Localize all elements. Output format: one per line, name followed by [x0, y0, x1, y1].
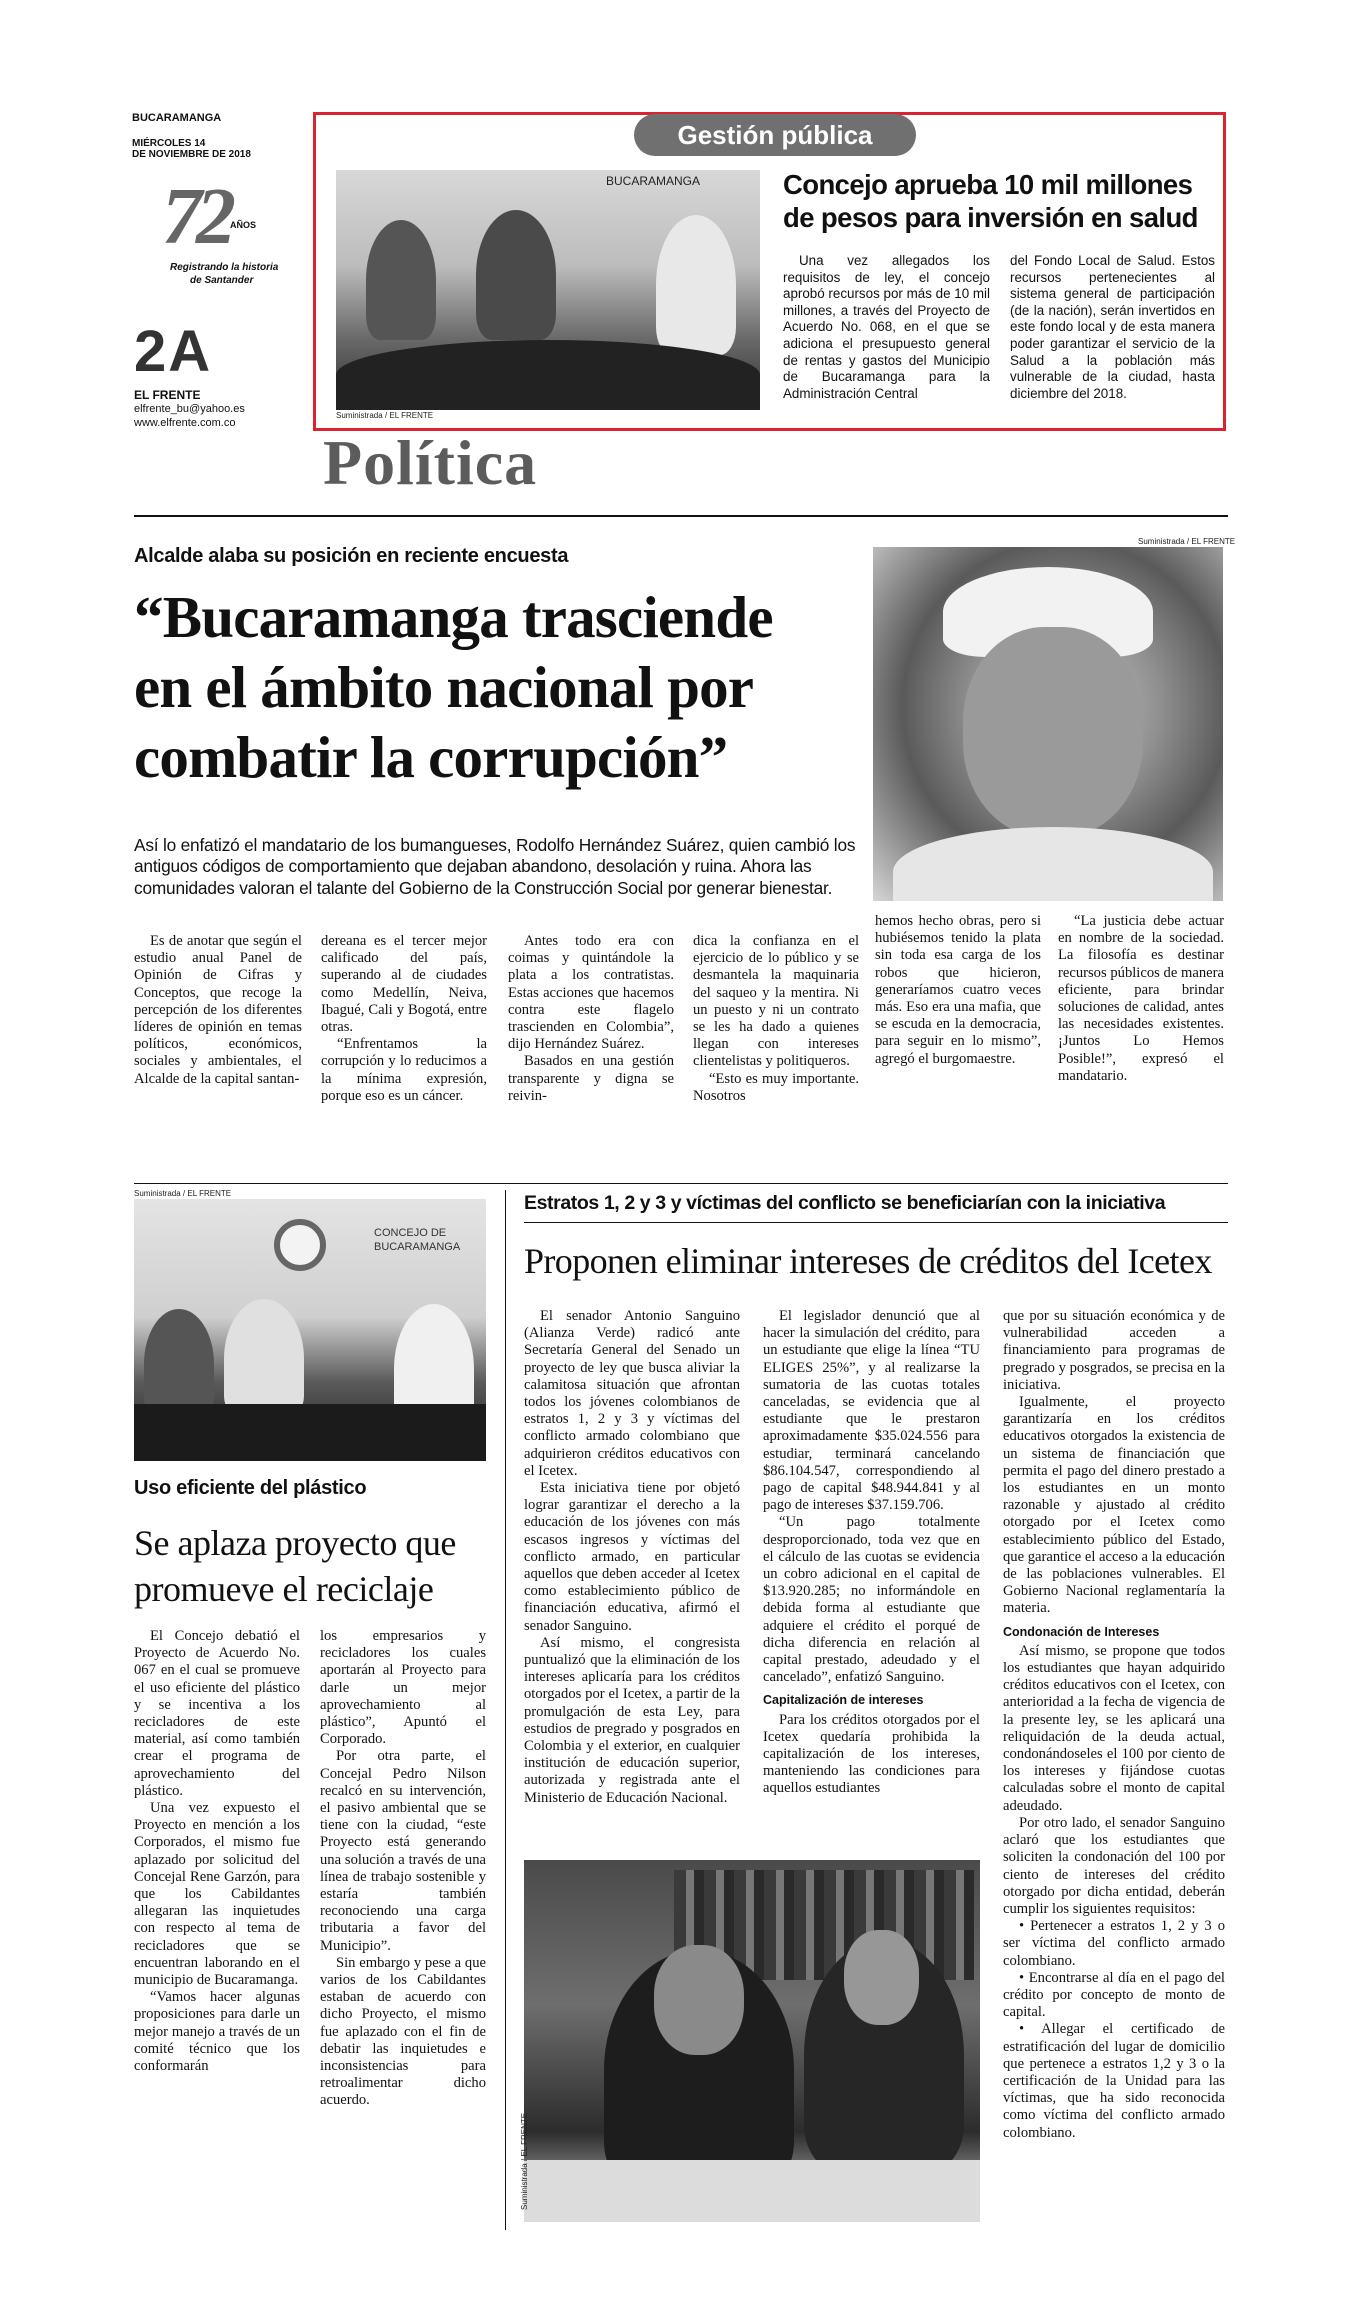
bullet-item: • Allegar el certificado de estratificación del lugar de domicilio que pertenece a estratos 1,2 y 3 o la certificación de la Unidad para las víctimas, que ha sido reconocida como víctima del conflicto armado colombiano.	[1003, 2021, 1225, 2141]
shoulders	[893, 827, 1213, 901]
person-figure	[224, 1299, 304, 1419]
story-divider	[134, 1183, 1228, 1184]
top-body-col1	[783, 253, 990, 402]
paragraph: dereana es el tercer mejor calificado del país, superando al de ciudades como Medellín, Neiva, Ibagué, Cali y Bogotá, entre otras.	[321, 933, 487, 1036]
paragraph: Basados en una gestión transparente y digna se reivin-	[508, 1053, 674, 1104]
paragraph: Es de anotar que según el estudio anual Panel de Opinión de Cifras y Conceptos, que recoge la percepción de los diferentes líderes de opinión en temas políticos, económicos, sociales y ambientales, el Alcalde de la capital santan-	[134, 933, 302, 1087]
vertical-divider	[505, 1190, 506, 2230]
photo-credit: Suministrada / EL FRENTE	[1138, 537, 1236, 546]
plastic-headline-line1: Se aplaza proyecto que	[134, 1523, 456, 1563]
paragraph: “Un pago totalmente desproporcionado, toda vez que en el cálculo de las cuotas se evidencia un cobro adicional en el capital de $13.920.285; no informándole en debida forma al estudiante que adquiere el crédito el porqué de dicha diferencia en relación al capital prestado, adeudado y el cancelado”, enfatizó Sanguino.	[763, 1514, 980, 1686]
page-number: 2A	[134, 319, 213, 384]
plastic-headline	[134, 1520, 494, 1612]
paragraph: hemos hecho obras, pero si hubiésemos tenido la plata sin toda esa carga de los robos que hicieron, generaríamos cuatro veces más. Eso era una mafia, que se escuda en la democracia, para seguir en lo mismo”, agregó el burgomaestre.	[875, 913, 1041, 1067]
subheading: Condonación de Intereses	[1003, 1624, 1160, 1639]
masthead-date-line1: MIÉRCOLES 14	[132, 138, 206, 149]
masthead-contact	[134, 388, 304, 430]
paragraph: del Fondo Local de Salud. Estos recursos pertenecientes al sistema general de participación (de la nación), serán invertidos en este fondo local y de esta manera poder garantizar el servicio de la Salud a la población más vulnerable de la ciudad, hasta diciembre del 2018.	[1010, 253, 1215, 401]
paragraph: El legislador denunció que al hacer la simulación del crédito, para un estudiante que elige la línea “TU ELIGES 25%”, y al realizarse la sumatoria de las cuotas totales canceladas, se evidencia que al estudiante que le prestaron aproximadamente $35.024.556 para estudiar, terminará cancelando $86.104.547, correspondiendo al pago de capital $48.944.841 y al pago de intereses $37.159.706.	[763, 1308, 980, 1514]
paragraph: Así mismo, el congresista puntualizó que la eliminación de los intereses aplicaría para los créditos otorgados por el Icetex, a partir de la promulgación de esta Ley, para estudios de pregrado y posgrados en Colombia y el exterior, en cualquier institución de educación superior, autorizada y registrada ante el Ministerio de Educación Nacional.	[524, 1634, 740, 1806]
main-headline	[134, 582, 874, 792]
table	[524, 2160, 980, 2222]
masthead-city: BUCARAMANGA	[132, 112, 222, 124]
main-col1	[134, 933, 302, 1088]
main-col4	[693, 933, 859, 1105]
section-title: Política	[323, 427, 538, 498]
paragraph: Igualmente, el proyecto garantizaría en los créditos educativos otorgados la existencia de un sistema de financiación que permita el pago del dinero prestado a los estudiantes en un monto razonable y ajustado al crédito otorgado por el Icetex como establecimiento público del Estado, que garantice el acceso a la educación de las poblaciones vulnerables. El Gobierno Nacional reglamentaría la materia.	[1003, 1394, 1226, 1617]
paragraph: Sin embargo y pese a que varios de los Cabildantes estaban de acuerdo con dicho Proyecto, el mismo fue aplazado con el fin de debatir las inquietudes e inconsistencias para retroalimentar dicho acuerdo.	[320, 1954, 486, 2109]
bullet-item: • Encontrarse al día en el pago del crédito por concepto de monto de capital.	[1003, 1969, 1225, 2021]
logo-word: AÑOS	[230, 220, 257, 230]
icetex-kicker: Estratos 1, 2 y 3 y víctimas del conflicto se beneficiarían con la iniciativa	[524, 1192, 1166, 1214]
paragraph: El senador Antonio Sanguino (Alianza Verde) radicó ante Secretaría General del Senado un proyecto de ley que busca aliviar la calamitosa situación que afrontan todos los jóvenes colombianos de estratos 1, 2 y 3 y víctimas del conflicto armado colombiano que adquirieron créditos educativos con el Icetex.	[524, 1308, 740, 1479]
person-figure	[476, 210, 556, 340]
paragraph: “Enfrentamos la corrupción y lo reducimos a la mínima expresión, porque eso es un cáncer.	[321, 1036, 487, 1104]
logo-tagline2: de Santander	[190, 275, 254, 286]
top-body-col2	[1010, 253, 1215, 402]
paragraph: Esta iniciativa tiene por objetó lograr garantizar el derecho a la educación de los jóvenes con más escasos ingresos y víctimas del conflicto armado, en particular aquellos que deben acceder al Icetex como establecimiento público de financiación educativa, afirmó el senador Sanguino.	[524, 1480, 740, 1634]
main-headline-line2: en el ámbito nacional por	[134, 654, 754, 720]
face	[963, 627, 1143, 837]
paragraph: que por su situación económica y de vulnerabilidad acceden a financiamiento para programas de pregrado y posgrados, se precisa en la iniciativa.	[1003, 1308, 1225, 1393]
email-link[interactable]: elfrente_bu@yahoo.es	[134, 403, 245, 415]
plastic-headline-line2: promueve el reciclaje	[134, 1569, 434, 1609]
main-col2	[321, 933, 487, 1105]
assistant-face	[844, 1930, 919, 2025]
section-pill: Gestión pública	[634, 114, 916, 156]
paragraph: El Concejo debatió el Proyecto de Acuerdo No. 067 en el cual se promueve el uso eficiente del plástico y se incentiva a los recicladores de este material, así como también crear el programa de aprovechamiento del plástico.	[134, 1628, 300, 1799]
paragraph: los empresarios y recicladores los cuales aportarán al Proyecto para darle un mejor aprovechamiento al plástico”, Apuntó el Corporado.	[320, 1628, 486, 1748]
senator-photo	[524, 1860, 980, 2222]
plastic-col1	[134, 1628, 300, 2075]
top-headline	[783, 168, 1213, 234]
logo-number: 72	[162, 173, 230, 261]
main-col3	[508, 933, 674, 1105]
paragraph: “Vamos hacer algunas proposiciones para darle un mejor manejo a través de un comité técnico que los conformarán	[134, 1989, 300, 2075]
desk	[134, 1404, 486, 1461]
subheading: Capitalización de intereses	[763, 1693, 924, 1708]
desk	[336, 340, 760, 410]
paragraph: Para los créditos otorgados por el Icetex quedaría prohibida la capitalización de los intereses, manteniendo las condiciones para aquellos estudiantes	[763, 1711, 980, 1797]
bullet-item: • Pertenecer a estratos 1, 2 y 3 o ser víctima del conflicto armado colombiano.	[1003, 1918, 1225, 1969]
top-headline-line2: de pesos para inversión en salud	[783, 202, 1198, 233]
main-headline-line1: “Bucaramanga trasciende	[134, 584, 773, 650]
main-col6	[1058, 913, 1224, 1085]
person-figure	[144, 1309, 214, 1419]
icetex-rule	[524, 1222, 1228, 1223]
paragraph: “Esto es muy importante. Nosotros	[693, 1070, 859, 1104]
council-session-photo	[134, 1199, 486, 1461]
icetex-col3	[1003, 1308, 1225, 2142]
website-link[interactable]: www.elfrente.com.co	[134, 417, 236, 429]
paragraph: Antes todo era con coimas y quintándole la plata a los contratistas. Estas acciones que hacemos contra este flagelo trascienden en Colombia”, dijo Hernández Suárez.	[508, 933, 674, 1053]
person-figure	[656, 215, 736, 355]
main-lead: Así lo enfatizó el mandatario de los bumangueses, Rodolfo Hernández Suárez, quien cambió los antiguos códigos de comportamiento que dejaban abandono, desolación y ruina. Ahora las comunidades valoran el talante del Gobierno de la Construcción Social por generar bienestar.	[134, 835, 856, 898]
paragraph: Una vez expuesto el Proyecto en mención a los Corporados, el mismo fue aplazado por solicitud del Concejal Rene Garzón, para que los Cabildantes allegaran las inquietudes con respecto al tema de recicladores que se encuentran laborando en el municipio de Bucaramanga.	[134, 1800, 300, 1989]
council-sign-line1: CONCEJO DE	[374, 1227, 447, 1239]
paragraph: Por otra parte, el Concejal Pedro Nilson recalcó en su intervención, el pasivo ambiental que se tiene con la ciudad, “este Proyecto está generando una solución a través de una línea de trabajo sostenible y estaría también reconociendo una carga tributaria a favor del Municipio”.	[320, 1748, 486, 1954]
logo-tagline1: Registrando la historia	[170, 262, 279, 273]
photo-credit: Suministrada / EL FRENTE	[336, 411, 434, 420]
section-rule	[134, 515, 1228, 517]
top-headline-line1: Concejo aprueba 10 mil millones	[783, 169, 1193, 200]
plastic-col2	[320, 1628, 486, 2110]
mayor-portrait	[873, 547, 1223, 901]
main-col5	[875, 913, 1041, 1068]
icetex-headline: Proponen eliminar intereses de créditos del Icetex	[524, 1241, 1212, 1281]
main-kicker: Alcalde alaba su posición en reciente encuesta	[134, 545, 569, 567]
paragraph: Una vez allegados los requisitos de ley, el concejo aprobó recursos por más de 10 mil millones, a través del Proyecto de Acuerdo No. 068, en el que se adiciona el presupuesto general de rentas y gastos del Municipio de Bucaramanga para la Administración Central	[783, 253, 990, 401]
main-headline-line3: combatir la corrupción”	[134, 724, 728, 790]
council-sign: BUCARAMANGA	[606, 174, 701, 188]
paragraph: Por otro lado, el senador Sanguino aclaró que los estudiantes que soliciten la condonación del 100 por ciento de intereses del crédito otorgado por dicha entidad, deberán cumplir los siguientes requisitos:	[1003, 1814, 1225, 1917]
council-photo	[336, 170, 760, 410]
photo-credit: Suministrada / EL FRENTE	[134, 1189, 232, 1198]
emblem	[274, 1219, 326, 1271]
paper-name: EL FRENTE	[134, 388, 201, 402]
icetex-col1	[524, 1308, 740, 1807]
senator-face	[654, 1945, 744, 2055]
masthead-date-line2: DE NOVIEMBRE DE 2018	[132, 149, 251, 160]
paragraph: dica la confianza en el ejercicio de lo público y se desmantela la maquinaria del saqueo y la mentira. Ni un puesto y ni un contrato se les ha dado a quienes llegan con intereses clientelistas y politiqueros.	[693, 933, 859, 1070]
paragraph: “La justicia debe actuar en nombre de la sociedad. La filosofía es destinar recursos públicos de manera eficiente, para brindar soluciones de calidad, antes las necesidades existentes. ¡Juntos Lo Hemos Posible!”, expresó el mandatario.	[1058, 913, 1224, 1084]
person-figure	[366, 220, 436, 340]
plastic-kicker: Uso eficiente del plástico	[134, 1477, 367, 1499]
paragraph: Así mismo, se propone que todos los estudiantes que hayan adquirido créditos educativos con el Icetex, con anterioridad a la fecha de vigencia de la presente ley, se les aplicará una reliquidación de la deuda actual, condonándoseles el 100 por ciento de los intereses y fijándose cuotas calculadas sobre el monto de capital adeudado.	[1003, 1642, 1225, 1814]
photo-credit: Suministrada / EL FRENTE	[520, 2112, 529, 2210]
icetex-col2	[763, 1308, 980, 1798]
masthead	[132, 112, 302, 160]
council-sign-line2: BUCARAMANGA	[374, 1241, 461, 1253]
anniversary-logo	[150, 173, 280, 300]
